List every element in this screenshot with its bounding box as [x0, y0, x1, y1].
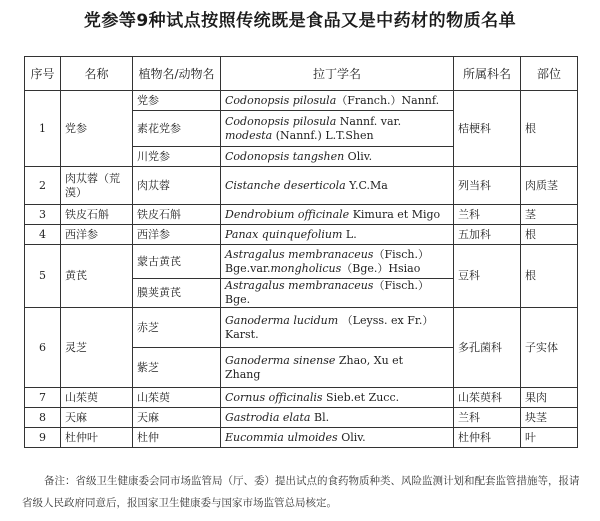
family-name: 山茱萸科 — [454, 388, 521, 408]
latin-part: Dendrobium officinale — [225, 207, 350, 221]
table-row — [25, 167, 578, 205]
latin-part: Cistanche deserticola — [225, 178, 346, 192]
latin-part: Zhao, Xu et — [335, 353, 404, 367]
latin-part: Eucommia ulmoides — [225, 430, 338, 444]
row-name: 肉苁蓉（荒漠） — [61, 167, 133, 205]
plant-name: 铁皮石斛 — [133, 205, 221, 225]
header-latin: 拉丁学名 — [221, 57, 454, 91]
row-number: 2 — [25, 167, 61, 205]
latin-part: （Franch.）Nannf. — [336, 93, 440, 107]
latin-part: mongholicus — [270, 261, 342, 275]
latin-name — [221, 205, 454, 225]
latin-part: Oliv. — [337, 430, 366, 444]
plant-name: 川党参 — [133, 147, 221, 167]
family-name: 杜仲科 — [454, 428, 521, 448]
plant-part: 叶 — [521, 428, 578, 448]
latin-part: Cornus officinalis — [225, 390, 323, 404]
row-name: 山茱萸 — [61, 388, 133, 408]
latin-name — [221, 308, 454, 348]
latin-name — [221, 147, 454, 167]
latin-part: Panax quinquefolium — [225, 227, 343, 241]
row-number: 5 — [25, 245, 61, 308]
latin-part: （Fisch.）Bge. — [225, 279, 429, 306]
table-row — [25, 308, 578, 348]
family-name: 豆科 — [454, 245, 521, 308]
latin-name — [221, 111, 454, 147]
table-header-row — [25, 57, 578, 91]
latin-name — [221, 408, 454, 428]
latin-part: modesta — [225, 128, 273, 142]
plant-name: 西洋参 — [133, 225, 221, 245]
latin-part: L. — [342, 227, 357, 241]
latin-part: （Fisch.） — [373, 247, 429, 261]
latin-part: Oliv. — [344, 149, 373, 163]
table-row — [25, 408, 578, 428]
row-name: 灵芝 — [61, 308, 133, 388]
latin-part: Codonopsis tangshen — [225, 149, 345, 163]
plant-name: 赤芝 — [133, 308, 221, 348]
latin-part: （Bge.）Hsiao — [341, 261, 421, 275]
plant-name: 党参 — [133, 91, 221, 111]
substance-table — [24, 56, 578, 448]
family-name: 列当科 — [454, 167, 521, 205]
plant-name: 紫芝 — [133, 348, 221, 388]
table-row — [25, 428, 578, 448]
row-number: 1 — [25, 91, 61, 167]
latin-part: Kimura et Migo — [349, 207, 441, 221]
row-name: 天麻 — [61, 408, 133, 428]
family-name: 兰科 — [454, 205, 521, 225]
plant-name: 蒙古黄芪 — [133, 245, 221, 279]
latin-part: Zhang — [225, 367, 261, 381]
plant-name: 杜仲 — [133, 428, 221, 448]
latin-name — [221, 167, 454, 205]
plant-name: 肉苁蓉 — [133, 167, 221, 205]
latin-part: Astragalus membranaceus — [225, 247, 374, 261]
header-family: 所属科名 — [454, 57, 521, 91]
header-name: 名称 — [61, 57, 133, 91]
family-name: 五加科 — [454, 225, 521, 245]
table-row — [25, 225, 578, 245]
plant-name: 膜荚黄芪 — [133, 279, 221, 308]
row-number: 6 — [25, 308, 61, 388]
latin-part: Codonopsis pilosula — [225, 93, 337, 107]
row-number: 4 — [25, 225, 61, 245]
row-name: 杜仲叶 — [61, 428, 133, 448]
row-number: 8 — [25, 408, 61, 428]
header-part: 部位 — [521, 57, 578, 91]
plant-part: 茎 — [521, 205, 578, 225]
row-name: 铁皮石斛 — [61, 205, 133, 225]
family-name: 多孔菌科 — [454, 308, 521, 388]
plant-part: 子实体 — [521, 308, 578, 388]
table-row — [25, 91, 578, 111]
row-name: 黄芪 — [61, 245, 133, 308]
plant-name: 天麻 — [133, 408, 221, 428]
latin-name — [221, 245, 454, 279]
row-name: 党参 — [61, 91, 133, 167]
plant-part: 果肉 — [521, 388, 578, 408]
latin-name — [221, 388, 454, 408]
plant-name: 山茱萸 — [133, 388, 221, 408]
plant-part: 块茎 — [521, 408, 578, 428]
plant-part: 根 — [521, 245, 578, 308]
latin-part: (Nannf.) L.T.Shen — [272, 128, 374, 142]
row-number: 3 — [25, 205, 61, 225]
family-name: 桔梗科 — [454, 91, 521, 167]
table-row — [25, 205, 578, 225]
plant-name: 素花党参 — [133, 111, 221, 147]
table-row — [25, 388, 578, 408]
header-plant: 植物名/动物名 — [133, 57, 221, 91]
footnote: 备注：省级卫生健康委会同市场监管局（厅、委）提出试点的食药物质种类、风险监测计划和配套监管措施等，报请省级人民政府同意后，报国家卫生健康委与国家市场监管总局核定。 — [22, 475, 580, 509]
row-number: 7 — [25, 388, 61, 408]
latin-name — [221, 348, 454, 388]
latin-name — [221, 428, 454, 448]
latin-part: （Leyss. ex Fr.） — [338, 313, 434, 327]
row-number: 9 — [25, 428, 61, 448]
latin-part: Ganoderma lucidum — [225, 313, 339, 327]
row-name: 西洋参 — [61, 225, 133, 245]
plant-part: 根 — [521, 91, 578, 167]
latin-part: Nannf. var. — [336, 114, 402, 128]
latin-part: Codonopsis pilosula — [225, 114, 337, 128]
latin-part: Astragalus membranaceus — [225, 279, 374, 292]
family-name: 兰科 — [454, 408, 521, 428]
plant-part: 根 — [521, 225, 578, 245]
plant-part: 肉质茎 — [521, 167, 578, 205]
table-row — [25, 245, 578, 279]
latin-name — [221, 91, 454, 111]
header-no: 序号 — [25, 57, 61, 91]
latin-part: Y.C.Ma — [345, 178, 388, 192]
page-title: 党参等9种试点按照传统既是食品又是中药材的物质名单 — [83, 11, 517, 31]
latin-name — [221, 279, 454, 308]
latin-part: Ganoderma sinense — [225, 353, 336, 367]
latin-part: Bl. — [310, 410, 330, 424]
latin-part: Karst. — [225, 327, 259, 341]
latin-part: Sieb.et Zucc. — [322, 390, 400, 404]
latin-name — [221, 225, 454, 245]
latin-part: Gastrodia elata — [225, 410, 311, 424]
latin-part: Bge.var. — [225, 261, 271, 275]
